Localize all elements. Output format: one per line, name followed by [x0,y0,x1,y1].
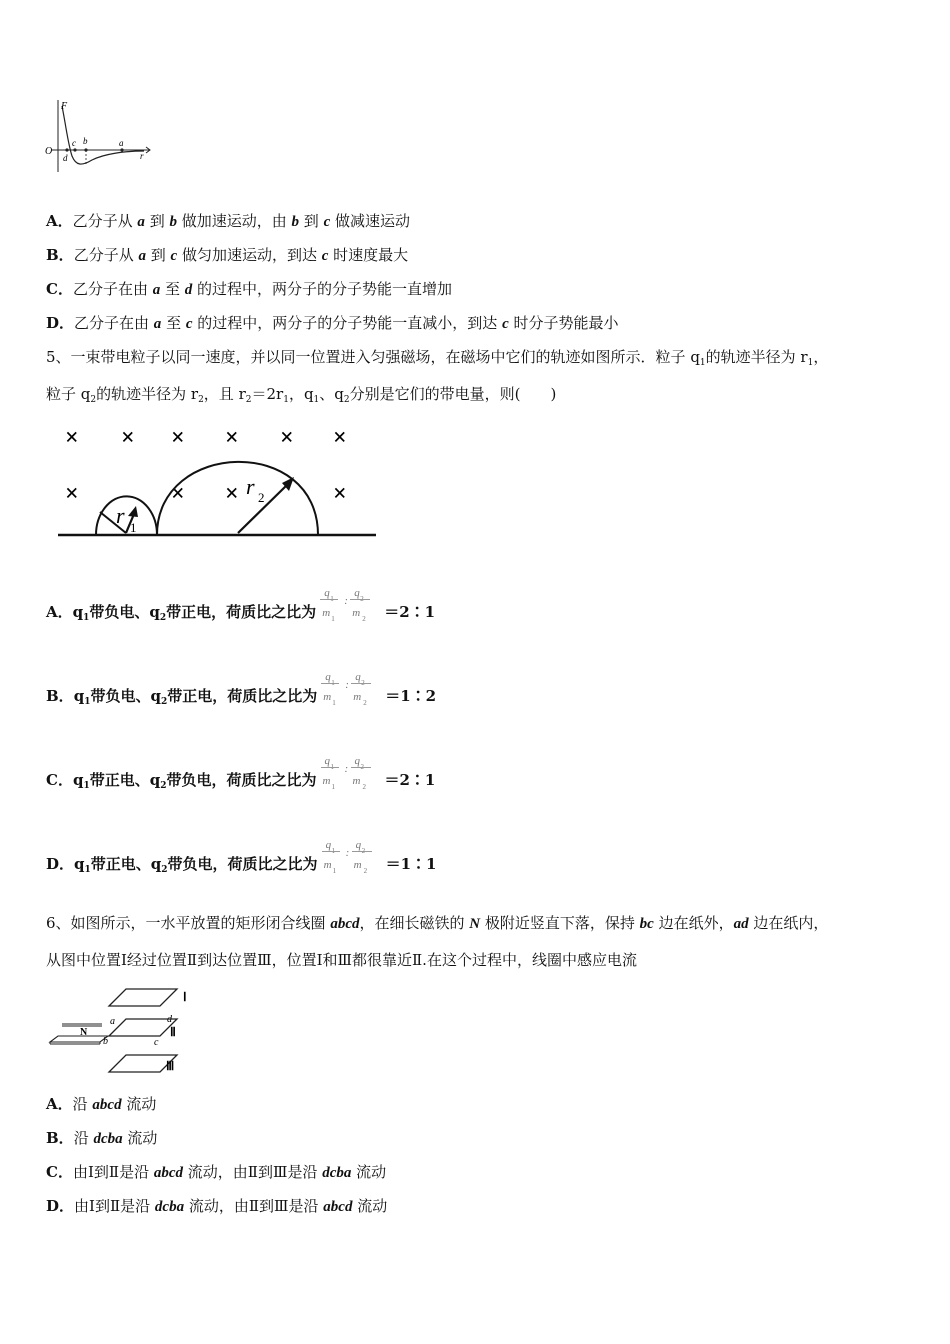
field-cross: × [333,425,347,451]
q4-option-c[interactable]: C．乙分子在由 a 至 d 的过程中，两分子的分子势能一直增加 [46,280,453,298]
field-cross: × [171,481,185,507]
q6-stem-line1: 6、如图所示，一水平放置的矩形闭合线圈 abcd，在细长磁铁的 N 极附近竖直下落，保持 bc 边在纸外，ad 边在纸内， [46,914,829,932]
q4-option-d[interactable]: D．乙分子在由 a 至 c 的过程中，两分子的分子势能一直减小，到达 c 时分子势能最小 [46,314,619,332]
r2-label: r [246,474,255,499]
field-cross: × [65,425,79,451]
point-a-label: a [119,138,124,148]
position-III-label: Ⅲ [166,1059,175,1073]
field-cross: × [65,481,79,507]
r1-sub: 1 [130,520,137,535]
q5-option-a[interactable]: A．$q_1$带负电、$q_2$带正电，荷质比之比为 q m 1 : q m 2 ＝2∶1 [46,602,435,628]
field-cross: × [225,425,239,451]
q5-option-d[interactable]: D．$q_1$带正电、$q_2$带负电，荷质比之比为 q m 1 : q m 2 ＝1∶1 [46,854,436,880]
field-cross: × [225,481,239,507]
q6-stem-line2: 从图中位置Ⅰ经过位置Ⅱ到达位置Ⅲ，位置Ⅰ和Ⅲ都很靠近Ⅱ.在这个过程中，线圈中感应电流 [46,951,637,969]
field-cross: × [121,425,135,451]
q6-option-b[interactable]: B．沿 dcba 流动 [46,1129,158,1147]
coil-magnet-figure [44,984,194,1078]
magnet-N-label: N [80,1027,88,1038]
corner-d-label: d [167,1014,172,1025]
charge-mass-ratio-fraction: q m 1 : q m 2 [320,831,384,875]
field-cross: × [171,425,185,451]
q6-option-a[interactable]: A．沿 abcd 流动 [46,1095,157,1113]
r1-label: r [116,503,125,528]
charge-mass-ratio-fraction: q m 1 : q m 2 [319,663,383,707]
corner-c-label: c [154,1037,159,1048]
q6-option-d[interactable]: D．由Ⅰ到Ⅱ是沿 dcba 流动，由Ⅱ到Ⅲ是沿 abcd 流动 [46,1197,388,1215]
q5-option-c[interactable]: C．$q_1$带正电、$q_2$带负电，荷质比之比为 q m 1 : q m 2 ＝2∶1 [46,770,435,796]
point-d-label: d [63,153,68,163]
point-b-label: b [83,136,88,146]
corner-b-label: b [103,1036,108,1047]
magnetic-field-figure [56,420,380,544]
corner-a-label: a [110,1016,115,1027]
q5-stem-line1: 5、一束带电粒子以同一速度，并以同一位置进入匀强磁场，在磁场中它们的轨迹如图所示．粒子 $q_1$的轨迹半径为 $r_1$， [46,348,829,368]
field-cross: × [333,481,347,507]
charge-mass-ratio-fraction: q m 1 : q m 2 [318,579,382,623]
q6-option-c[interactable]: C．由Ⅰ到Ⅱ是沿 abcd 流动，由Ⅱ到Ⅲ是沿 dcba 流动 [46,1163,387,1181]
r2-sub: 2 [258,490,265,505]
point-c-label: c [72,138,76,148]
charge-mass-ratio-fraction: q m 1 : q m 2 [319,747,383,791]
position-I-label: Ⅰ [183,990,187,1004]
q5-stem-line2: 粒子 $q_2$的轨迹半径为 $r_2$，且 $r_2=2r_1$，$q_1$、$q_2$分别是它们的带电量，则( ) [46,385,557,405]
force-distance-figure [40,96,160,176]
q4-option-b[interactable]: B．乙分子从 a 到 c 做匀加速运动，到达 c 时速度最大 [46,246,409,264]
field-crosses [65,425,347,507]
q5-option-b[interactable]: B．$q_1$带负电、$q_2$带正电，荷质比之比为 q m 1 : q m 2 ＝1∶2 [46,686,436,712]
origin-label: O [45,146,53,157]
q4-option-a[interactable]: A．乙分子从 a 到 b 做加速运动，由 b 到 c 做减速运动 [46,212,411,230]
axis-label-r: r [140,151,144,161]
field-cross: × [280,425,294,451]
position-II-label: Ⅱ [170,1025,176,1039]
axis-label-F: F [61,101,68,112]
